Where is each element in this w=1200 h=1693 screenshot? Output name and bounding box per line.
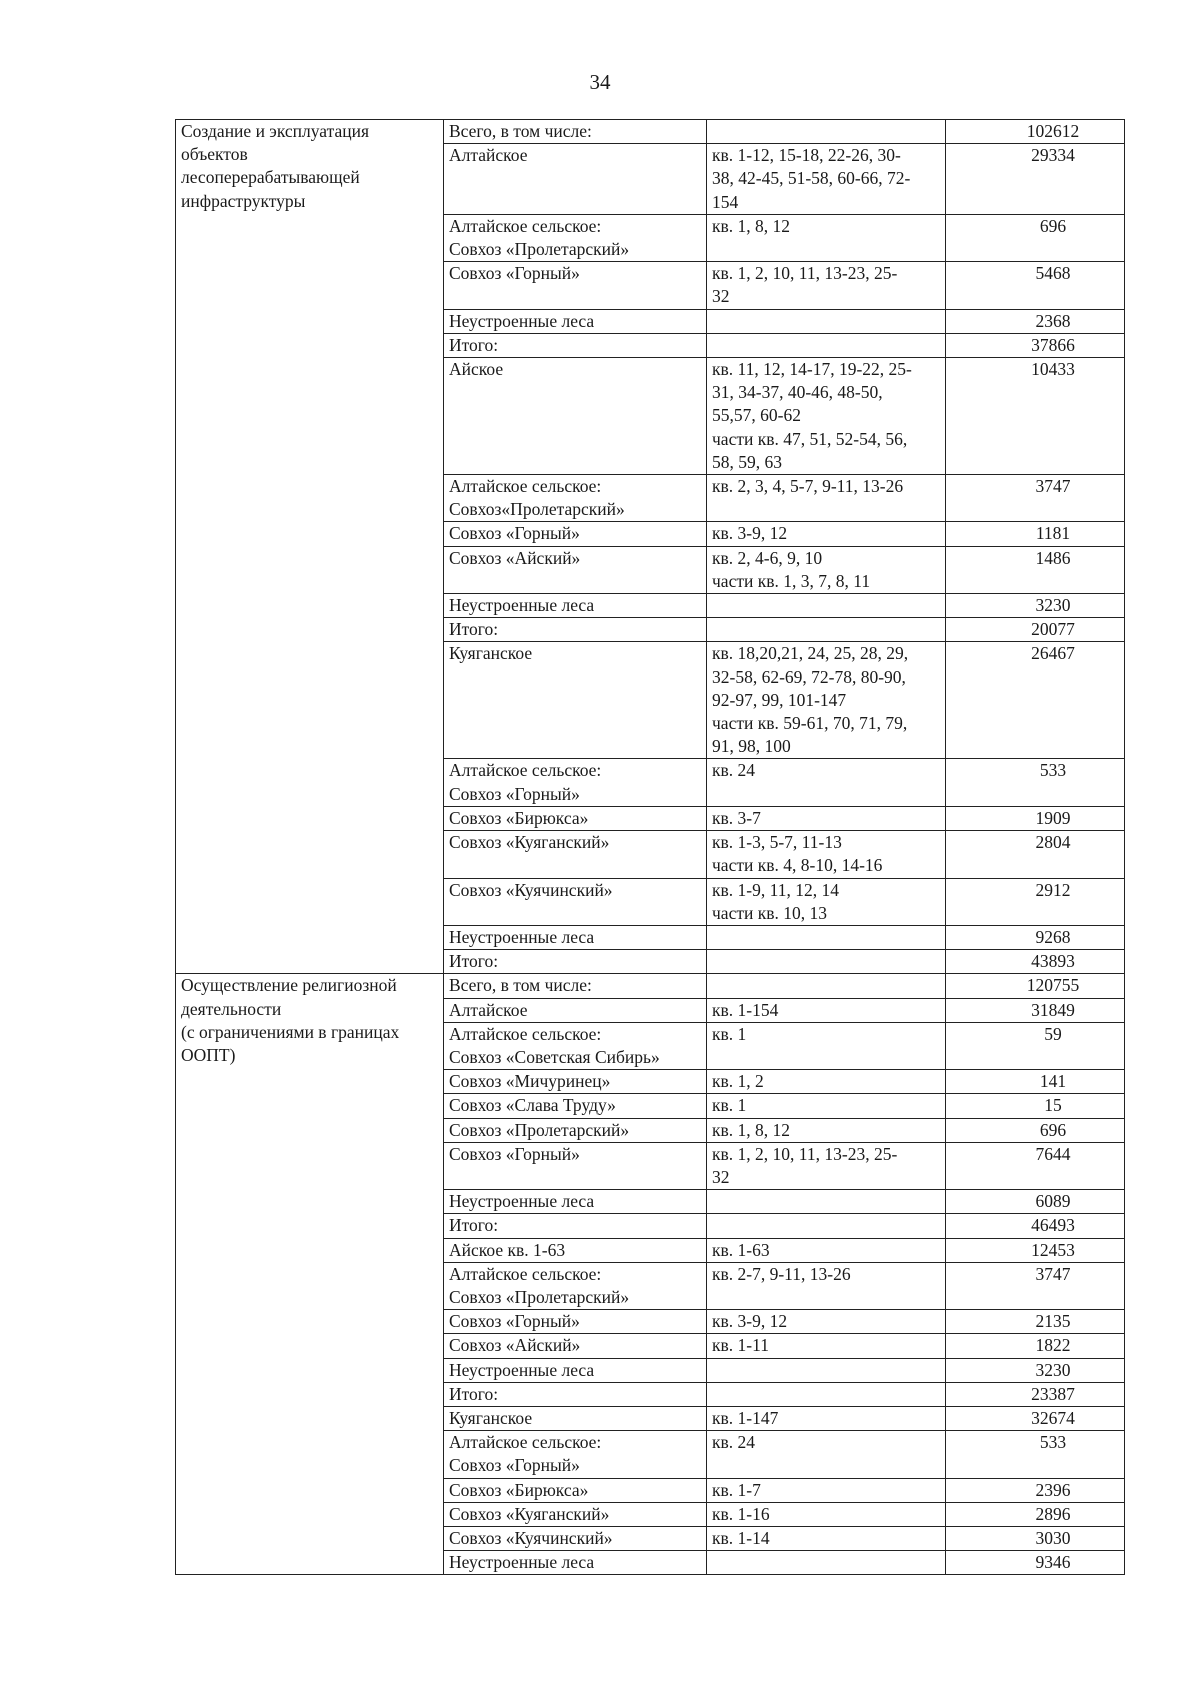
area-cell: 31849 [946,998,1125,1022]
area-cell: 2396 [946,1478,1125,1502]
forestry-name-cell: Итого: [444,618,707,642]
area-cell: 3230 [946,594,1125,618]
quarters-cell [707,925,946,949]
quarters-cell: кв. 1 [707,1094,946,1118]
forestry-name-cell: Неустроенные леса [444,1551,707,1575]
forest-use-table [175,119,1125,1575]
forestry-name-cell: Алтайское сельское: Совхоз«Пролетарский» [444,475,707,522]
quarters-cell [707,974,946,998]
area-cell: 5468 [946,262,1125,309]
area-cell: 3030 [946,1526,1125,1550]
table-body [176,120,1125,1575]
forestry-name-cell: Всего, в том числе: [444,120,707,144]
quarters-cell: кв. 1, 8, 12 [707,1118,946,1142]
table-row [176,974,1125,998]
area-cell: 9268 [946,925,1125,949]
forestry-name-cell: Всего, в том числе: [444,974,707,998]
page-number: 34 [589,70,611,94]
forestry-name-cell: Неустроенные леса [444,309,707,333]
area-cell: 141 [946,1070,1125,1094]
area-cell: 12453 [946,1238,1125,1262]
area-cell: 1909 [946,806,1125,830]
quarters-cell: кв. 24 [707,759,946,806]
forestry-name-cell: Совхоз «Куячинский» [444,878,707,925]
forestry-name-cell: Куяганское [444,1406,707,1430]
forestry-name-cell: Итого: [444,1214,707,1238]
area-cell: 10433 [946,358,1125,475]
quarters-cell: кв. 11, 12, 14-17, 19-22, 25- 31, 34-37, 40-46, 48-50, 55,57, 60-62 части кв. 47, 51, 52-54, 56, 58, 59, 63 [707,358,946,475]
quarters-cell: кв. 3-7 [707,806,946,830]
quarters-cell: кв. 1, 2 [707,1070,946,1094]
area-cell: 6089 [946,1190,1125,1214]
quarters-cell: кв. 2-7, 9-11, 13-26 [707,1262,946,1309]
quarters-cell: кв. 3-9, 12 [707,1310,946,1334]
table-row [176,120,1125,144]
area-cell: 120755 [946,974,1125,998]
forestry-name-cell: Алтайское сельское: Совхоз «Горный» [444,1431,707,1478]
area-cell: 696 [946,214,1125,261]
forestry-name-cell: Совхоз «Горный» [444,522,707,546]
section-title: Создание и эксплуатация объектов лесоперерабатывающей инфраструктуры [176,120,444,974]
forestry-name-cell: Итого: [444,1382,707,1406]
forestry-name-cell: Алтайское [444,144,707,215]
area-cell: 696 [946,1118,1125,1142]
quarters-cell [707,950,946,974]
quarters-cell: кв. 1 [707,1022,946,1069]
area-cell: 7644 [946,1142,1125,1189]
area-cell: 23387 [946,1382,1125,1406]
forestry-name-cell: Неустроенные леса [444,594,707,618]
forestry-name-cell: Куяганское [444,642,707,759]
quarters-cell: кв. 1-7 [707,1478,946,1502]
area-cell: 3230 [946,1358,1125,1382]
forestry-name-cell: Совхоз «Пролетарский» [444,1118,707,1142]
area-cell: 533 [946,759,1125,806]
area-cell: 15 [946,1094,1125,1118]
quarters-cell [707,333,946,357]
forestry-name-cell: Совхоз «Горный» [444,262,707,309]
forestry-name-cell: Алтайское [444,998,707,1022]
forestry-name-cell: Итого: [444,333,707,357]
area-cell: 37866 [946,333,1125,357]
area-cell: 2368 [946,309,1125,333]
forestry-name-cell: Совхоз «Слава Труду» [444,1094,707,1118]
forestry-name-cell: Неустроенные леса [444,925,707,949]
quarters-cell [707,1382,946,1406]
quarters-cell: кв. 3-9, 12 [707,522,946,546]
forestry-name-cell: Алтайское сельское: Совхоз «Пролетарский» [444,214,707,261]
quarters-cell: кв. 1-16 [707,1502,946,1526]
forestry-name-cell: Совхоз «Горный» [444,1310,707,1334]
quarters-cell [707,1358,946,1382]
forestry-name-cell: Совхоз «Айский» [444,1334,707,1358]
area-cell: 3747 [946,475,1125,522]
quarters-cell: кв. 2, 3, 4, 5-7, 9-11, 13-26 [707,475,946,522]
quarters-cell: кв. 1, 8, 12 [707,214,946,261]
quarters-cell [707,618,946,642]
forestry-name-cell: Совхоз «Куячинский» [444,1526,707,1550]
forestry-name-cell: Совхоз «Куяганский» [444,831,707,878]
quarters-cell [707,594,946,618]
forestry-name-cell: Совхоз «Куяганский» [444,1502,707,1526]
quarters-cell: кв. 24 [707,1431,946,1478]
area-cell: 59 [946,1022,1125,1069]
area-cell: 102612 [946,120,1125,144]
area-cell: 1486 [946,546,1125,593]
area-cell: 46493 [946,1214,1125,1238]
forestry-name-cell: Айское кв. 1-63 [444,1238,707,1262]
forestry-name-cell: Совхоз «Горный» [444,1142,707,1189]
area-cell: 2912 [946,878,1125,925]
quarters-cell: кв. 1-147 [707,1406,946,1430]
quarters-cell [707,1214,946,1238]
forestry-name-cell: Алтайское сельское: Совхоз «Пролетарский» [444,1262,707,1309]
area-cell: 29334 [946,144,1125,215]
area-cell: 2135 [946,1310,1125,1334]
quarters-cell: кв. 1-154 [707,998,946,1022]
forestry-name-cell: Неустроенные леса [444,1358,707,1382]
area-cell: 9346 [946,1551,1125,1575]
quarters-cell: кв. 2, 4-6, 9, 10 части кв. 1, 3, 7, 8, 11 [707,546,946,593]
forestry-name-cell: Совхоз «Бирюкса» [444,1478,707,1502]
quarters-cell: кв. 1-11 [707,1334,946,1358]
area-cell: 26467 [946,642,1125,759]
forestry-name-cell: Неустроенные леса [444,1190,707,1214]
area-cell: 3747 [946,1262,1125,1309]
quarters-cell: кв. 1-3, 5-7, 11-13 части кв. 4, 8-10, 14-16 [707,831,946,878]
quarters-cell: кв. 18,20,21, 24, 25, 28, 29, 32-58, 62-69, 72-78, 80-90, 92-97, 99, 101-147 части кв. 59-61, 70, 71, 79, 91, 98, 100 [707,642,946,759]
forestry-name-cell: Совхоз «Айский» [444,546,707,593]
forestry-name-cell: Итого: [444,950,707,974]
quarters-cell: кв. 1-14 [707,1526,946,1550]
quarters-cell [707,1551,946,1575]
quarters-cell: кв. 1-9, 11, 12, 14 части кв. 10, 13 [707,878,946,925]
quarters-cell [707,309,946,333]
area-cell: 43893 [946,950,1125,974]
area-cell: 1181 [946,522,1125,546]
quarters-cell: кв. 1-63 [707,1238,946,1262]
forestry-name-cell: Совхоз «Бирюкса» [444,806,707,830]
quarters-cell: кв. 1-12, 15-18, 22-26, 30- 38, 42-45, 51-58, 60-66, 72- 154 [707,144,946,215]
area-cell: 2896 [946,1502,1125,1526]
forestry-name-cell: Алтайское сельское: Совхоз «Горный» [444,759,707,806]
section-title: Осуществление религиозной деятельности (с ограничениями в границах ООПТ) [176,974,444,1575]
forestry-name-cell: Алтайское сельское: Совхоз «Советская Сибирь» [444,1022,707,1069]
quarters-cell: кв. 1, 2, 10, 11, 13-23, 25- 32 [707,262,946,309]
quarters-cell [707,120,946,144]
forestry-name-cell: Айское [444,358,707,475]
area-cell: 533 [946,1431,1125,1478]
forestry-name-cell: Совхоз «Мичуринец» [444,1070,707,1094]
area-cell: 20077 [946,618,1125,642]
area-cell: 2804 [946,831,1125,878]
area-cell: 32674 [946,1406,1125,1430]
area-cell: 1822 [946,1334,1125,1358]
quarters-cell: кв. 1, 2, 10, 11, 13-23, 25- 32 [707,1142,946,1189]
quarters-cell [707,1190,946,1214]
